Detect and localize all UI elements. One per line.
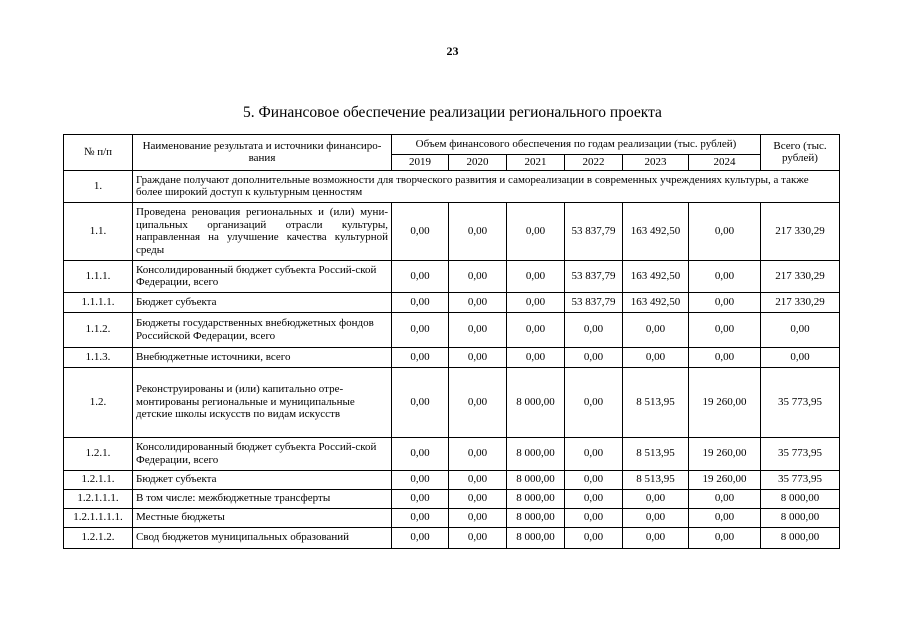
row-value: 163 492,50 bbox=[623, 292, 689, 312]
row-value: 0,00 bbox=[507, 202, 565, 260]
row-value: 0,00 bbox=[392, 347, 449, 367]
row-value: 0,00 bbox=[623, 347, 689, 367]
row-value: 0,00 bbox=[689, 292, 761, 312]
row-name: Бюджет субъекта bbox=[133, 470, 392, 489]
row-value: 0,00 bbox=[689, 202, 761, 260]
table-row bbox=[64, 508, 840, 527]
row-value: 0,00 bbox=[392, 312, 449, 347]
section-text: Граждане получают дополнительные возможности для творческого развития и самореализации в современных учреждениях культуры, а также более широкий доступ к культурным ценностям bbox=[133, 170, 840, 202]
row-value: 53 837,79 bbox=[565, 292, 623, 312]
row-value: 0,00 bbox=[565, 367, 623, 437]
row-value: 0,00 bbox=[689, 347, 761, 367]
row-value: 0,00 bbox=[392, 508, 449, 527]
row-value: 8 513,95 bbox=[623, 367, 689, 437]
row-value: 19 260,00 bbox=[689, 470, 761, 489]
row-value: 8 513,95 bbox=[623, 470, 689, 489]
header-name: Наименование результата и источники финансиро-вания bbox=[133, 135, 392, 171]
row-num: 1.2.1.1. bbox=[64, 470, 133, 489]
row-value: 0,00 bbox=[449, 347, 507, 367]
section-row bbox=[64, 170, 840, 202]
row-value: 8 000,00 bbox=[507, 437, 565, 470]
table-row bbox=[64, 489, 840, 508]
row-value: 0,00 bbox=[392, 292, 449, 312]
row-num: 1.1.2. bbox=[64, 312, 133, 347]
row-value: 0,00 bbox=[689, 260, 761, 292]
header-year: 2024 bbox=[689, 155, 761, 171]
row-value: 0,00 bbox=[507, 260, 565, 292]
header-year: 2019 bbox=[392, 155, 449, 171]
row-value: 0,00 bbox=[507, 312, 565, 347]
row-name: Консолидированный бюджет субъекта Россий-ской Федерации, всего bbox=[133, 260, 392, 292]
row-total: 8 000,00 bbox=[761, 508, 840, 527]
row-num: 1.1.1.1. bbox=[64, 292, 133, 312]
table-row bbox=[64, 292, 840, 312]
table-header bbox=[64, 135, 840, 171]
row-value: 0,00 bbox=[689, 312, 761, 347]
row-value: 0,00 bbox=[392, 470, 449, 489]
financing-table bbox=[63, 134, 840, 549]
row-name: Реконструированы и (или) капитально отре-монтированы региональные и муниципальные детские школы искусств по видам искусств bbox=[133, 367, 392, 437]
row-value: 0,00 bbox=[565, 347, 623, 367]
row-value: 8 000,00 bbox=[507, 527, 565, 548]
header-year: 2023 bbox=[623, 155, 689, 171]
row-name: Местные бюджеты bbox=[133, 508, 392, 527]
row-value: 163 492,50 bbox=[623, 202, 689, 260]
row-value: 8 513,95 bbox=[623, 437, 689, 470]
table-body bbox=[64, 170, 840, 548]
table-row bbox=[64, 367, 840, 437]
row-value: 19 260,00 bbox=[689, 367, 761, 437]
row-total: 217 330,29 bbox=[761, 260, 840, 292]
row-num: 1.2.1.1.1.1. bbox=[64, 508, 133, 527]
row-value: 8 000,00 bbox=[507, 470, 565, 489]
row-value: 0,00 bbox=[392, 202, 449, 260]
row-value: 0,00 bbox=[689, 527, 761, 548]
row-total: 0,00 bbox=[761, 312, 840, 347]
row-value: 8 000,00 bbox=[507, 367, 565, 437]
row-num: 1.2.1.2. bbox=[64, 527, 133, 548]
row-value: 19 260,00 bbox=[689, 437, 761, 470]
row-value: 0,00 bbox=[449, 367, 507, 437]
section-num: 1. bbox=[64, 170, 133, 202]
row-total: 8 000,00 bbox=[761, 489, 840, 508]
row-total: 0,00 bbox=[761, 347, 840, 367]
table-row bbox=[64, 202, 840, 260]
row-num: 1.2. bbox=[64, 367, 133, 437]
header-year: 2020 bbox=[449, 155, 507, 171]
table-row bbox=[64, 260, 840, 292]
row-num: 1.1.3. bbox=[64, 347, 133, 367]
table-row bbox=[64, 470, 840, 489]
row-total: 35 773,95 bbox=[761, 470, 840, 489]
row-value: 53 837,79 bbox=[565, 202, 623, 260]
row-value: 0,00 bbox=[392, 437, 449, 470]
row-value: 0,00 bbox=[449, 437, 507, 470]
row-name: Бюджет субъекта bbox=[133, 292, 392, 312]
row-name: Внебюджетные источники, всего bbox=[133, 347, 392, 367]
row-value: 0,00 bbox=[623, 489, 689, 508]
header-year: 2021 bbox=[507, 155, 565, 171]
row-value: 0,00 bbox=[449, 489, 507, 508]
row-num: 1.1. bbox=[64, 202, 133, 260]
table-row bbox=[64, 527, 840, 548]
page-title: 5. Финансовое обеспечение реализации регионального проекта bbox=[243, 104, 662, 121]
table-row bbox=[64, 437, 840, 470]
row-value: 0,00 bbox=[565, 508, 623, 527]
row-name: В том числе: межбюджетные трансферты bbox=[133, 489, 392, 508]
row-name: Свод бюджетов муниципальных образований bbox=[133, 527, 392, 548]
table-row bbox=[64, 312, 840, 347]
row-value: 0,00 bbox=[392, 527, 449, 548]
row-value: 0,00 bbox=[623, 508, 689, 527]
row-num: 1.2.1.1.1. bbox=[64, 489, 133, 508]
row-value: 0,00 bbox=[507, 292, 565, 312]
row-value: 8 000,00 bbox=[507, 489, 565, 508]
row-value: 0,00 bbox=[565, 437, 623, 470]
row-name: Консолидированный бюджет субъекта Россий-ской Федерации, всего bbox=[133, 437, 392, 470]
row-num: 1.2.1. bbox=[64, 437, 133, 470]
row-value: 0,00 bbox=[449, 508, 507, 527]
table-row bbox=[64, 347, 840, 367]
row-value: 163 492,50 bbox=[623, 260, 689, 292]
header-num: № п/п bbox=[64, 135, 133, 171]
page-number: 23 bbox=[446, 44, 459, 58]
row-value: 0,00 bbox=[449, 312, 507, 347]
row-value: 0,00 bbox=[623, 527, 689, 548]
row-total: 35 773,95 bbox=[761, 367, 840, 437]
row-value: 0,00 bbox=[565, 489, 623, 508]
row-name: Проведена реновация региональных и (или) муни-ципальных организаций отрасли культуры, направленная на улучшение качества культурной среды bbox=[133, 202, 392, 260]
row-num: 1.1.1. bbox=[64, 260, 133, 292]
row-value: 0,00 bbox=[623, 312, 689, 347]
row-name: Бюджеты государственных внебюджетных фондов Российской Федерации, всего bbox=[133, 312, 392, 347]
row-value: 0,00 bbox=[689, 489, 761, 508]
row-value: 0,00 bbox=[689, 508, 761, 527]
row-value: 0,00 bbox=[392, 367, 449, 437]
row-value: 0,00 bbox=[449, 527, 507, 548]
row-value: 0,00 bbox=[449, 292, 507, 312]
row-value: 0,00 bbox=[565, 470, 623, 489]
header-total: Всего (тыс. рублей) bbox=[761, 135, 840, 171]
header-year: 2022 bbox=[565, 155, 623, 171]
row-value: 0,00 bbox=[565, 312, 623, 347]
row-value: 0,00 bbox=[449, 260, 507, 292]
row-value: 0,00 bbox=[392, 260, 449, 292]
row-value: 0,00 bbox=[392, 489, 449, 508]
row-total: 8 000,00 bbox=[761, 527, 840, 548]
row-value: 0,00 bbox=[449, 202, 507, 260]
row-value: 0,00 bbox=[565, 527, 623, 548]
row-value: 53 837,79 bbox=[565, 260, 623, 292]
row-value: 8 000,00 bbox=[507, 508, 565, 527]
row-total: 35 773,95 bbox=[761, 437, 840, 470]
row-total: 217 330,29 bbox=[761, 202, 840, 260]
row-value: 0,00 bbox=[507, 347, 565, 367]
row-value: 0,00 bbox=[449, 470, 507, 489]
header-years-group: Объем финансового обеспечения по годам реализации (тыс. рублей) bbox=[392, 135, 761, 155]
row-total: 217 330,29 bbox=[761, 292, 840, 312]
